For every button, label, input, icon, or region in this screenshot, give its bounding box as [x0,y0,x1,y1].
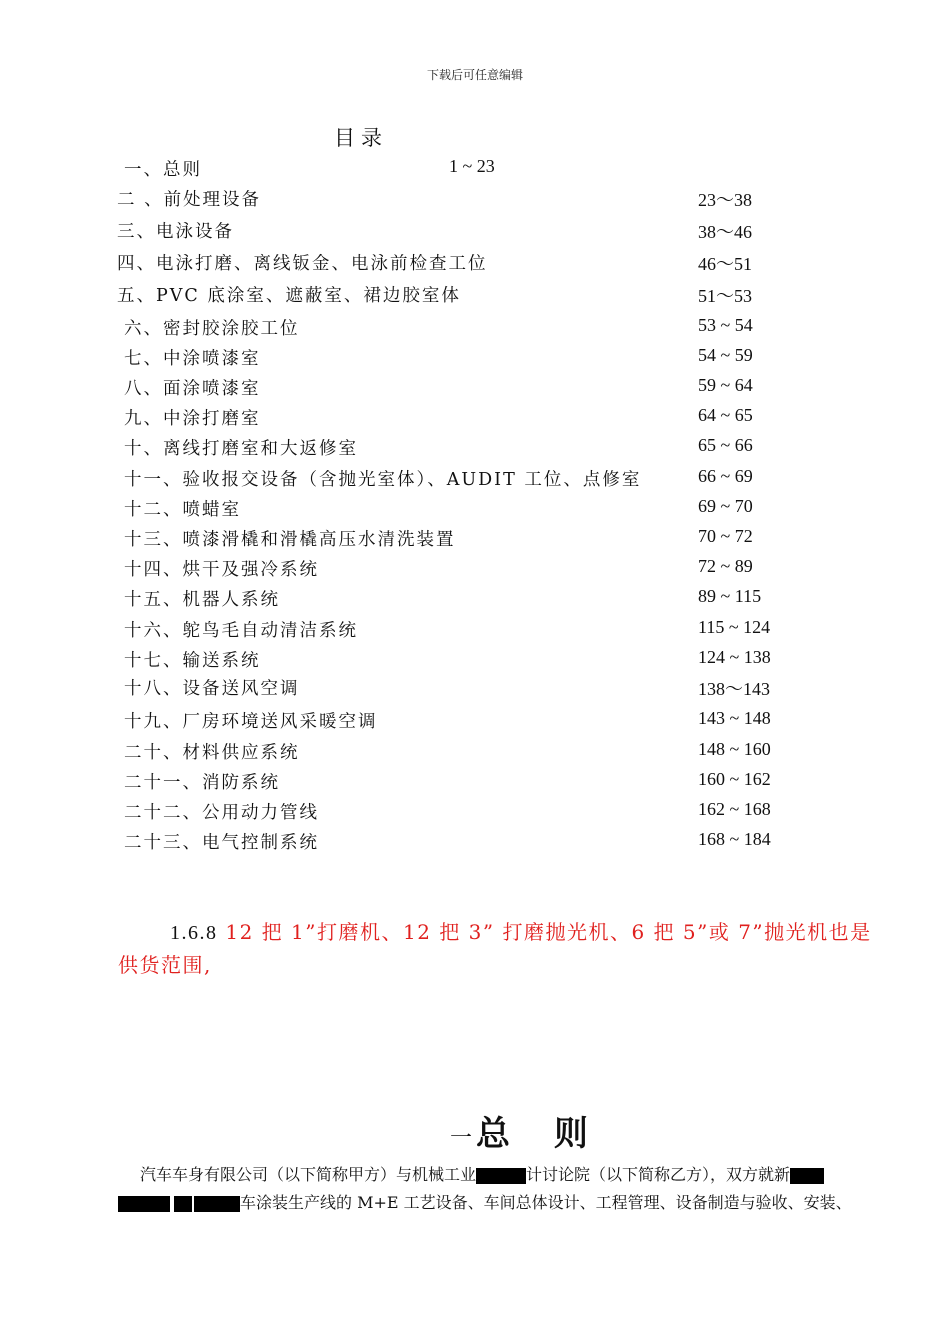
toc-entry-pages: 168 ~ 184 [698,829,771,849]
redaction-block [194,1196,240,1212]
section-title [450,1106,604,1155]
toc-entry-label: 十一、验收报交设备（含抛光室体）、AUDIT 工位、点修室 [124,470,642,490]
toc-entry-label: 十三、喷漆滑橇和滑橇高压水清洗装置 [124,530,456,550]
paragraph-text: 汽车车身有限公司（以下简称甲方）与机械工业 [140,1165,477,1184]
toc-entry-pages: 53 ~ 54 [698,315,753,335]
toc-entry-label: 三、电泳设备 [117,222,234,242]
toc-entry-pages: 65 ~ 66 [698,435,753,455]
redaction-block [476,1168,526,1184]
toc-entry-label: 十八、设备送风空调 [124,679,300,699]
toc-entry-pages: 46～51 [698,254,752,274]
toc-entry-pages: 162 ~ 168 [698,799,771,819]
toc-entry-pages: 148 ~ 160 [698,739,771,759]
toc-entry-label: 七、中涂喷漆室 [124,349,261,369]
paragraph-text: 车涂装生产线的 M+E 工艺设备、车间总体设计、工程管理、设备制造与验收、安装、 [240,1193,852,1212]
section-title-text: 总 则 [476,1114,604,1154]
toc-entry-pages: 64 ~ 65 [698,405,753,425]
toc-entry-label: 十五、机器人系统 [124,590,280,610]
toc-entry-label: 十、离线打磨室和大返修室 [124,439,358,459]
toc-entry-pages: 70 ~ 72 [698,526,753,546]
page-header: 下载后可任意编辑 [426,68,523,82]
toc-entry-label: 十二、喷蜡室 [124,500,241,520]
toc-entry-pages: 66 ~ 69 [698,466,753,486]
toc-entry-label: 二 、前处理设备 [117,190,262,210]
toc-entry-pages: 89 ~ 115 [698,586,762,606]
toc-entry-pages: 1 ~ 23 [449,156,495,176]
toc-entry-pages: 143 ~ 148 [698,708,771,728]
note-text: 12 把 1”打磨机、12 把 3” 打磨抛光机、6 把 5”或 7”抛光机也是供货范围, [118,920,872,977]
toc-entry-label: 二十二、公用动力管线 [124,803,319,823]
note-number: 1.6.8 [170,922,218,944]
toc-entry-pages: 72 ~ 89 [698,556,753,576]
redaction-block [118,1196,170,1212]
toc-entry-label: 二十三、电气控制系统 [124,833,319,853]
toc-entry-label: 六、密封胶涂胶工位 [124,319,300,339]
toc-entry-label: 一、总则 [124,160,202,180]
toc-entry-pages: 69 ~ 70 [698,496,753,516]
toc-entry-label: 八、面涂喷漆室 [124,379,261,399]
toc-entry-pages: 59 ~ 64 [698,375,753,395]
toc-entry-label: 十六、鸵鸟毛自动清洁系统 [124,621,358,641]
toc-entry-pages: 51～53 [698,286,752,306]
toc-entry-label: 十七、输送系统 [124,651,261,671]
section-dash: 一 [450,1125,473,1151]
toc-entry-pages: 124 ~ 138 [698,647,771,667]
toc-entry-pages: 54 ~ 59 [698,345,753,365]
toc-entry-pages: 160 ~ 162 [698,769,771,789]
section-paragraph-line-2 [118,1190,878,1213]
toc-entry-label: 十九、厂房环境送风采暖空调 [124,712,378,732]
scope-note [118,916,878,981]
toc-entry-label: 五、PVC 底涂室、遮蔽室、裙边胶室体 [117,286,461,306]
toc-entry-pages: 138～143 [698,679,770,699]
toc-entry-label: 二十、材料供应系统 [124,743,300,763]
toc-entry-label: 四、电泳打磨、离线钣金、电泳前检查工位 [117,254,488,274]
paragraph-text: 计讨论院（以下简称乙方），双方就新 [526,1165,791,1184]
redaction-block [174,1196,192,1212]
toc-entry-pages: 115 ~ 124 [698,617,771,637]
toc-entry-pages: 38～46 [698,222,752,242]
section-paragraph-line-1 [118,1162,900,1185]
toc-entry-label: 九、中涂打磨室 [124,409,261,429]
toc-entry-label: 十四、烘干及强冷系统 [124,560,319,580]
toc-entry-label: 二十一、消防系统 [124,773,280,793]
toc-title: 目录 [334,126,388,150]
toc-entry-pages: 23～38 [698,190,752,210]
redaction-block [790,1168,824,1184]
